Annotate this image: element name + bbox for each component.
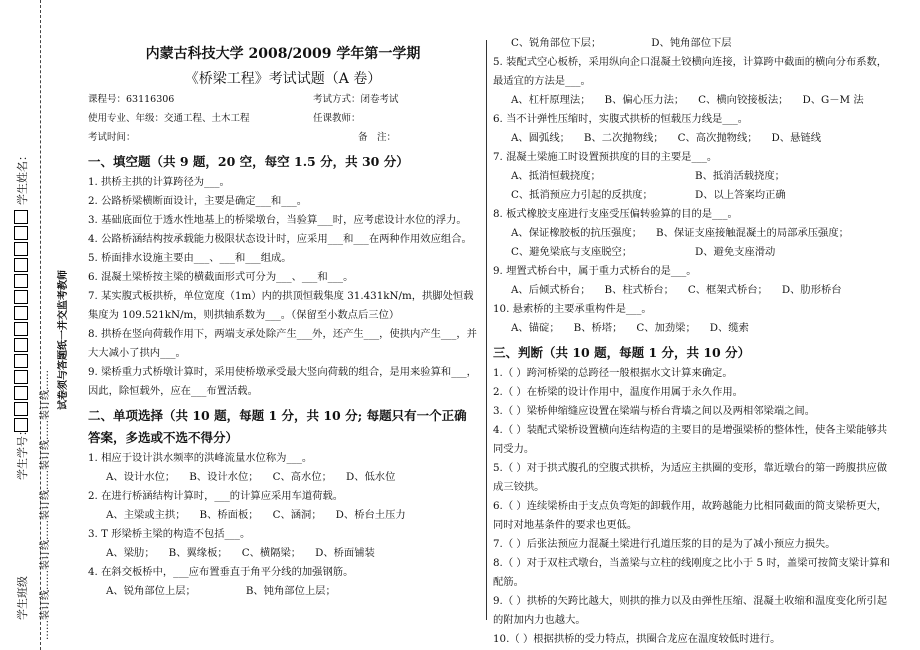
choice-options	[493, 34, 893, 53]
fill-question: 3. 基础底面位于透水性地基上的桥梁墩台，当验算___时，应考虑设计水位的浮力。	[88, 214, 467, 226]
cut-line-label: ……装订线……装订线……装订线……装订线……装订线……	[40, 370, 51, 640]
fill-question: 7. 某实腹式板拱桥，单位宽度（1m）内的拱顶恒载集度 31.431kN/m，拱脚处恒载集度为 109.521kN/m，则拱轴系数为___。（保留至小数点后三位）	[88, 290, 474, 321]
choice-option: C、涵洞；	[272, 509, 322, 521]
choice-option: D、桥台土压力	[335, 509, 406, 521]
choice-question: 8. 板式橡胶支座进行支座受压偏转验算的目的是___。	[493, 208, 738, 220]
choice-option: D、钝角部位下层	[651, 37, 732, 49]
choice-option: C、横向铰接板法；	[698, 94, 789, 106]
judge-question: 8.（ ）对于双柱式墩台，当盖梁与立柱的线刚度之比小于 5 时，盖梁可按简支梁计算和配筋。	[493, 557, 890, 588]
choice-option: B、保证支座接触混凝土的局部承压强度；	[656, 227, 849, 239]
majors: 使用专业、年级：交通工程、土木工程	[88, 113, 250, 124]
fill-question: 8. 拱桥在竖向荷载作用下，两端支承处除产生___外，还产生___，使拱内产生___，并大大减小了拱内___。	[88, 328, 477, 359]
section-fill-title: 一、填空题（共 9 题，20 空，每空 1.5 分，共 30 分）	[88, 154, 409, 169]
choice-option: C、避免梁底与支座脱空；	[511, 246, 633, 258]
choice-question: 10. 悬索桥的主要承重构件是___。	[493, 303, 652, 315]
exam-time: 考试时间：	[88, 132, 136, 143]
choice-option: B、桥面板；	[199, 509, 259, 521]
choice-option: A、梁肋；	[106, 547, 155, 559]
choice-question: 6. 当不计弹性压缩时，实腹式拱桥的恒载压力线是___。	[493, 113, 749, 125]
choice-question: 4. 在斜交板桥中，___应布置垂直于角平分线的加强钢筋。	[88, 566, 354, 578]
notes: 备 注：	[358, 132, 397, 143]
choice-options	[493, 224, 893, 262]
choice-option: B、设计水位；	[189, 471, 259, 483]
choice-option: C、框架式桥台；	[687, 284, 768, 296]
choice-option: B、抵消活载挠度；	[695, 170, 785, 182]
section-choice-list	[88, 449, 478, 601]
fill-question: 9. 梁桥重力式桥墩计算时，采用使桥墩承受最大竖向荷载的组合，是用来验算和___，因此，除恒载外，应在___布置活载。	[88, 366, 477, 397]
choice-option: A、杠杆原理法；	[511, 94, 591, 106]
left-column	[88, 0, 478, 601]
teacher: 任课教师：	[313, 113, 361, 124]
exam-meta	[88, 90, 478, 147]
judge-question: 7.（ ）后张法预应力混凝土梁进行孔道压浆的目的是为了减小预应力损失。	[493, 538, 836, 550]
choice-option: D、肋形桥台	[781, 284, 842, 296]
judge-question: 9.（ ）拱桥的矢跨比越大，则拱的推力以及由弹性压缩、混凝土收缩和温度变化所引起的附加内力也越大。	[493, 595, 888, 626]
choice-question: 5. 装配式空心板桥，采用纵向企口混凝土铰横向连接，计算跨中截面的横向分布系数，最适宜的方法是___。	[493, 56, 888, 87]
choice-option: C、横隔梁；	[241, 547, 302, 559]
choice-option: C、加劲梁；	[636, 322, 696, 334]
judge-question: 2.（ ）在桥梁的设计作用中，温度作用属于永久作用。	[493, 386, 743, 398]
choice-option: D、桥面铺装	[315, 547, 375, 559]
section-judge-list	[493, 364, 893, 649]
column-divider	[486, 40, 487, 620]
choice-question: 3. T 形梁桥主梁的构造不包括___。	[88, 528, 251, 540]
choice-option: D、G－M 法	[802, 94, 864, 106]
right-column	[493, 34, 893, 649]
fill-question: 1. 拱桥主拱的计算跨径为___。	[88, 176, 230, 188]
section-choice-title: 二、单项选择（共 10 题，每题 1 分，共 10 分; 每题只有一个正确答案，多选或不选不得分）	[88, 408, 467, 445]
choice-options	[493, 281, 893, 300]
binding-margin	[0, 0, 78, 650]
choice-option: C、高水位；	[272, 471, 332, 483]
judge-question: 1.（ ）跨河桥梁的总跨径一般根据水文计算来确定。	[493, 367, 733, 379]
choice-option: D、避免支座滑动	[695, 246, 776, 258]
choice-options	[88, 506, 478, 525]
judge-question: 4.（ ）装配式梁桥设置横向连结构造的主要目的是增强梁桥的整体性，使各主梁能够共同受力。	[493, 424, 888, 455]
choice-option: C、锐角部位下层；	[511, 37, 602, 49]
seal-notice: 试卷须与答题纸一并交监考教师	[58, 270, 69, 410]
fill-question: 2. 公路桥梁横断面设计，主要是确定___和___。	[88, 195, 308, 207]
judge-question: 6.（ ）连续梁桥由于支点负弯矩的卸载作用，故跨越能力比相同截面的简支梁桥更大，同时对地基条件的要求也更低。	[493, 500, 888, 531]
fill-question: 4. 公路桥涵结构按承载能力极限状态设计时，应采用___和___在两种作用效应组合。	[88, 233, 472, 245]
choice-option: A、锐角部位上层；	[106, 585, 196, 597]
choice-option: B、偏心压力法；	[604, 94, 685, 106]
section-judge-title: 三、判断（共 10 题，每题 1 分，共 10 分）	[493, 345, 751, 360]
choice-option: A、主梁或主拱；	[106, 509, 186, 521]
choice-options	[493, 91, 893, 110]
course-number: 课程号：63116306	[88, 94, 175, 105]
choice-option: D、缆索	[709, 322, 749, 334]
student-name-label: 学生姓名：	[16, 150, 29, 205]
choice-options	[88, 582, 478, 601]
choice-option: D、悬链线	[771, 132, 821, 144]
choice-option: A、设计水位；	[106, 471, 176, 483]
exam-mode: 考试方式：闭卷考试	[313, 94, 399, 105]
choice-options	[493, 167, 893, 205]
judge-question: 3.（ ）梁桥伸缩缝应设置在梁端与桥台背墙之间以及两相邻梁端之间。	[493, 405, 816, 417]
choice-question: 1. 相应于设计洪水频率的洪峰流量水位称为___。	[88, 452, 313, 464]
choice-option: B、桥塔；	[573, 322, 623, 334]
exam-subtitle: 《桥梁工程》考试试题（A 卷）	[184, 71, 382, 87]
choice-option: A、锚碇；	[511, 322, 560, 334]
choice-option: A、保证橡胶板的抗压强度；	[511, 227, 642, 239]
student-class-label: 学生班级	[16, 576, 29, 620]
choice-option: C、高次抛物线；	[677, 132, 758, 144]
student-id-label: 学生学号：	[16, 425, 29, 480]
choice-option: A、后倾式桥台；	[511, 284, 591, 296]
choice-option: B、二次抛物线；	[583, 132, 664, 144]
student-id-boxes[interactable]	[14, 210, 28, 434]
choice-option: D、低水位	[345, 471, 396, 483]
choice-option: D、以上答案均正确	[695, 189, 786, 201]
choice-options	[493, 129, 893, 148]
choice-question: 2. 在进行桥涵结构计算时，___的计算应采用车道荷载。	[88, 490, 344, 502]
judge-question: 10.（ ）根据拱桥的受力特点，拱圈合龙应在温度较低时进行。	[493, 633, 781, 645]
choice-option: B、钝角部位上层；	[245, 585, 336, 597]
choice-option: A、圆弧线；	[511, 132, 570, 144]
exam-title: 内蒙古科技大学 2008/2009 学年第一学期	[145, 46, 421, 62]
choice-question: 7. 混凝土梁施工时设置预拱度的目的主要是___。	[493, 151, 718, 163]
judge-question: 5.（ ）对于拱式腹孔的空腹式拱桥，为适应主拱圈的变形，靠近墩台的第一跨腹拱应做成三铰拱。	[493, 462, 888, 493]
choice-option: B、柱式桥台；	[604, 284, 674, 296]
choice-option: C、抵消预应力引起的反拱度；	[511, 189, 653, 201]
choice-options	[493, 319, 893, 338]
choice-option: A、抵消恒载挠度；	[511, 170, 601, 182]
choice-options	[88, 544, 478, 563]
section-fill-list	[88, 173, 478, 401]
fill-question: 5. 桥面排水设施主要由___、___和___组成。	[88, 252, 292, 264]
choice-options	[88, 468, 478, 487]
choice-question: 9. 埋置式桥台中，属于重力式桥台的是___。	[493, 265, 697, 277]
fill-question: 6. 混凝土梁桥按主梁的横截面形式可分为___、___和___。	[88, 271, 354, 283]
choice-option: B、翼缘板；	[168, 547, 228, 559]
